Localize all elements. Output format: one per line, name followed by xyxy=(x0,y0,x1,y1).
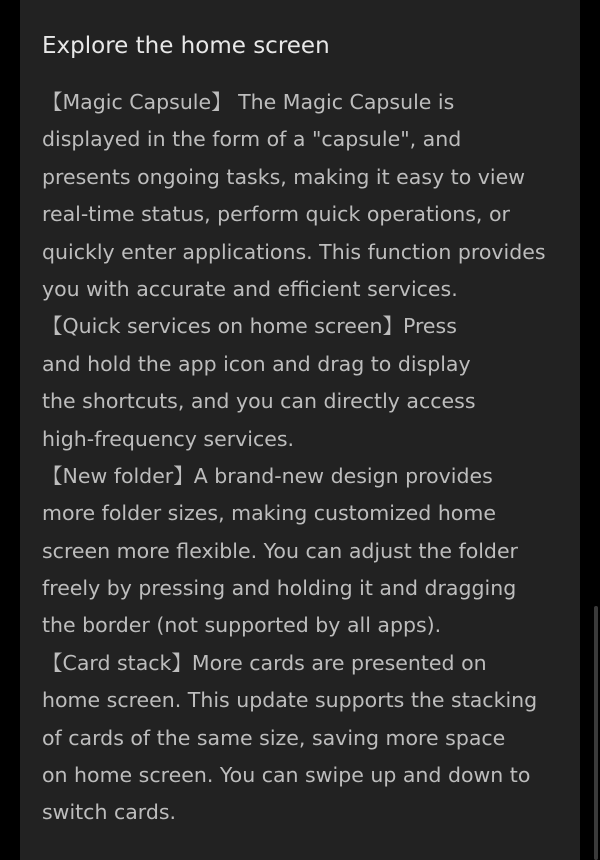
body-line: 【Quick services on home screen】Press xyxy=(42,314,457,339)
body-line: 【Card stack】More cards are presented on xyxy=(42,650,487,675)
body-line: screen more flexible. You can adjust the folder xyxy=(42,538,518,563)
section-title: Explore the home screen xyxy=(42,33,330,59)
body-line: the border (not supported by all apps). xyxy=(42,613,442,638)
body-line: of cards of the same size, saving more space xyxy=(42,725,506,750)
body-line: presents ongoing tasks, making it easy to view xyxy=(42,164,525,189)
body-line: 【Magic Capsule】 The Magic Capsule is xyxy=(42,90,455,114)
body-line: the shortcuts, and you can directly access xyxy=(42,389,476,414)
body-line: high-frequency services. xyxy=(42,426,295,451)
body-line: quickly enter applications. This function provides xyxy=(42,239,546,264)
body-line: on home screen. You can swipe up and down to xyxy=(42,763,531,788)
section-body xyxy=(42,84,572,832)
body-line: you with accurate and efficient services. xyxy=(42,276,458,301)
body-line: displayed in the form of a "capsule", and xyxy=(42,127,462,152)
body-line: real-time status, perform quick operations, or xyxy=(42,202,510,227)
body-line: switch cards. xyxy=(42,800,177,825)
body-line: 【New folder】A brand-new design provides xyxy=(42,463,493,488)
body-line: and hold the app icon and drag to display xyxy=(42,351,471,376)
scrollbar[interactable] xyxy=(594,606,598,860)
body-line: home screen. This update supports the stacking xyxy=(42,688,538,713)
body-line: more folder sizes, making customized home xyxy=(42,501,496,526)
body-line: freely by pressing and holding it and dragging xyxy=(42,576,517,601)
